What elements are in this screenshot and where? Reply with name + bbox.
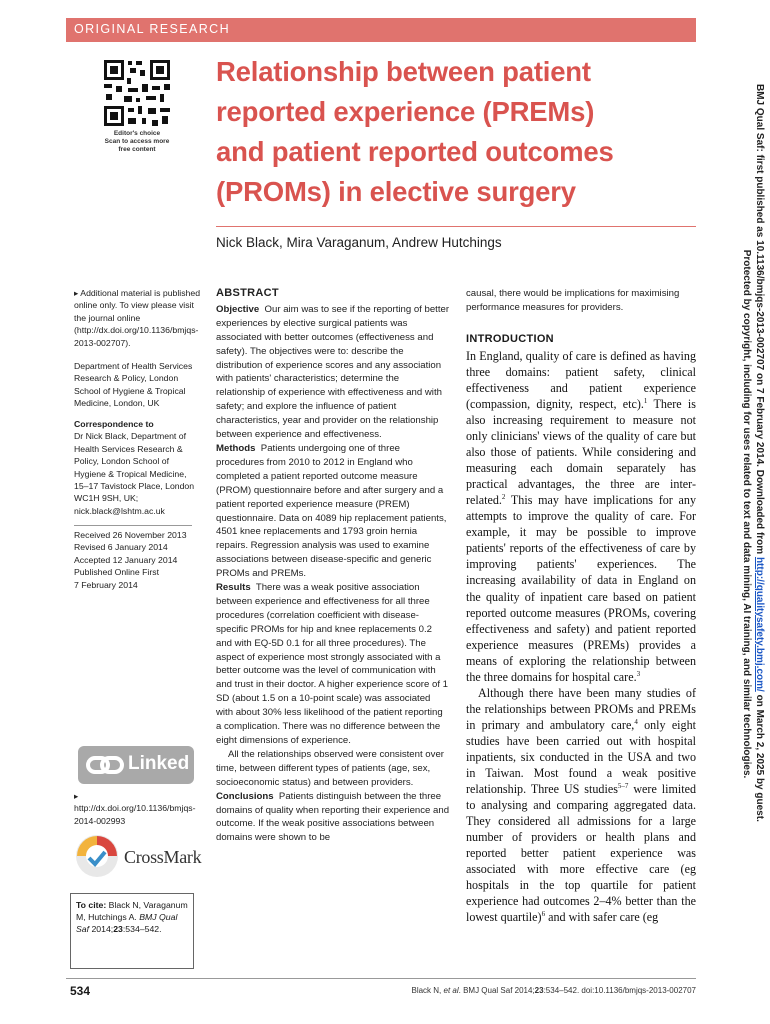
- footer-divider: [66, 978, 696, 979]
- crossmark-icon: [74, 833, 120, 879]
- qr-code-block[interactable]: [94, 58, 180, 164]
- abstract-results-2: All the relationships observed were consistent over time, between different types of patients (age, sex, socioeconomic status) and between providers.: [216, 748, 444, 788]
- sidebar-divider: [74, 525, 192, 526]
- citation-heading: To cite:: [76, 900, 107, 910]
- additional-material-note[interactable]: ▸ Additional material is published online only. To view please visit the journal online (http://dx.doi.org/10.1136/bmjqs-2013-002707).: [74, 288, 201, 348]
- crossmark-label: CrossMark: [124, 847, 202, 867]
- linked-reference[interactable]: ▸ http://dx.doi.org/10.1136/bmjqs-2014-002993: [74, 791, 196, 826]
- page-number: 534: [70, 984, 91, 998]
- crossmark-badge[interactable]: [74, 833, 214, 881]
- abstract-column: [216, 287, 450, 845]
- linked-label: Linked: [128, 753, 190, 774]
- intro-paragraph-2: Although there have been many studies of the relationships between PROMs and PREMs in primary and ambulatory care,$^4$ only eight studies have been carried out with hospital inpatients, six conducted in the USA and two in Taiwan. Most found a weak positive relationship. Three US studies$^{5-7}$ were limited to analysing and comparing aggregated data. They considered all admissions for a large number of providers or health plans and reported better patient experience was associated with more effective care (eg hospitals in the top quartile for patient experience had outcomes 2–4% better than the lowest quartile)$^6$ and with safer care (eg: [466, 685, 696, 925]
- correspondence-heading: Correspondence to: [74, 419, 154, 429]
- qr-caption: Editor's choice Scan to access more free content: [104, 130, 170, 153]
- article-dates: Received 26 November 2013 Revised 6 January 2014 Accepted 12 January 2014 Published Online First 7 February 2014: [74, 530, 187, 590]
- citation-box: To cite: Black N, Varaganum M, Hutchings A. BMJ Qual Saf 2014;23:534–542.: [70, 893, 194, 969]
- correspondence-body: Dr Nick Black, Department of Health Services Research & Policy, London School of Hygiene & Tropical Medicine, 15–17 Tavistock Place, London WC1H 9SH, UK; nick.black@lshtm.ac.uk: [74, 431, 195, 516]
- intro-paragraph-1: In England, quality of care is defined as having three domains: patient safety, clinical effectiveness and patient experience (compassion, dignity, respect, etc).$^1$ There is also increasing requirement to measure not only clinicians' views of the quality of care but also those of patients. While considering and measuring each domain separately has practical advantages, the three are inter-related.$^2$ This may have implications for any attempts to improve the quality of care. For example, it may be possible to improve patients' reports of the effectiveness of care by improving patients' experiences. The increasing availability of data in England on the quality of inpatient care based on patient reported outcome measures (PROMs, covering effectiveness and safety) and patient reported experience measures (PREMs) provides a means of exploring the relationship between the three domains for hospital care.$^3$: [466, 348, 696, 684]
- footer-citation: Black N, et al. BMJ Qual Saf 2014;23:534–542. doi:10.1136/bmjqs-2013-002707: [411, 986, 696, 995]
- author-list: Nick Black, Mira Varaganum, Andrew Hutchings: [216, 235, 502, 250]
- abstract-continued: causal, there would be implications for maximising performance measures for providers.: [466, 288, 680, 313]
- journal-link[interactable]: http://qualitysafety.bmj.com/: [754, 556, 765, 692]
- download-notice: [738, 84, 766, 944]
- abstract-heading: ABSTRACT: [216, 287, 279, 299]
- affiliation: Department of Health Services Research & Policy, London School of Hygiene & Tropical Medicine, London, UK: [74, 361, 193, 409]
- qr-code-icon: [102, 58, 172, 128]
- download-line-1: BMJ Qual Saf: first published as 10.1136/bmjqs-2013-002707 on 7 February 2014. Downloaded from http://qualitysafety.bmj.com/ on March 2, 2025 by guest.: [754, 84, 765, 822]
- abstract-methods: Methods Patients undergoing one of three procedures from 2010 to 2012 in England who completed a patient reported outcome measure (PROM) questionnaire before and after surgery and a patient reported experience measure (PREM) questionnaire. Data on 4089 hip replacement patients, 4501 knee replacements and 1793 groin hernia repairs. Regression analysis was used to examine associations between disease-specific and generic PROMs and PREMs.: [216, 442, 447, 580]
- article-title: Relationship between patient reported experience (PREMs) and patient reported outcomes (PROMs) in elective surgery: [216, 56, 614, 207]
- title-divider: [216, 226, 696, 227]
- abstract-results: Results There was a weak positive association between experience and effectiveness for all three procedures (correlation coefficient with disease-specific PROMs for hip and knee replacements 0.2 and with EQ-5D 0.1 for all three procedures). The aspect of experience most strongly associated with a better outcome was the level of communication with and trust in their doctor. A higher experience score of 1 SD (about 1.5 on a 10-point scale) was associated with about 30% less likelihood of the patient reporting a complication. There was no difference between the eight dimensions of experience.: [216, 582, 448, 746]
- body-column: [466, 287, 696, 926]
- section-label: ORIGINAL RESEARCH: [74, 22, 231, 36]
- link-chain-icon: [86, 753, 124, 777]
- introduction-heading: INTRODUCTION: [466, 332, 554, 345]
- section-banner: [66, 18, 696, 42]
- abstract-objective: Objective Our aim was to see if the reporting of better experiences by elective surgical patients was associated with better outcomes (effectiveness and safety). The objectives were to: describe the distribution of experience scores and any association with patients' characteristics; determine the relationship of experience with effectiveness and with safety; and explore the influence of patient characteristics, year and provider on the relationship between experience and effectiveness.: [216, 303, 450, 441]
- introduction-text: [466, 348, 696, 926]
- download-line-2: Protected by copyright, including for uses related to text and data mining, AI training, and similar technologies.: [741, 249, 752, 779]
- linked-badge[interactable]: [78, 746, 194, 784]
- abstract-conclusions: Conclusions Patients distinguish between the three domains of quality when reporting their experience and outcome. If the weak positive associations between domains were shown to be: [216, 790, 450, 844]
- correspondence: [74, 418, 202, 517]
